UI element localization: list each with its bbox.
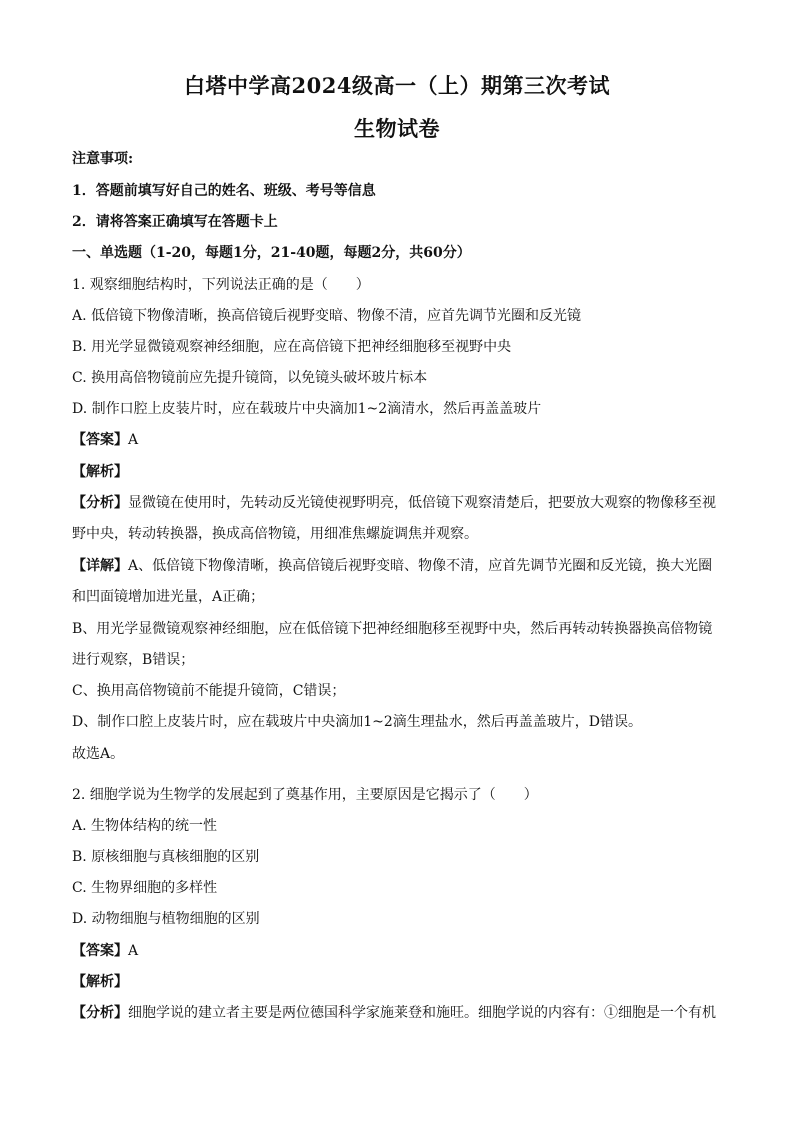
page-subtitle: 生物试卷	[354, 116, 440, 141]
note-item: 2．请将答案正确填写在答题卡上	[72, 214, 278, 230]
question-option: D. 制作口腔上皮装片时，应在载玻片中央滴加1~2滴清水，然后再盖盖玻片	[72, 401, 542, 417]
fenxi-text: 细胞学说的建立者主要是两位德国科学家施莱登和施旺。细胞学说的内容有：①细胞是一个有机	[128, 1005, 716, 1021]
question-option: D. 动物细胞与植物细胞的区别	[72, 911, 260, 927]
note-item: 1．答题前填写好自己的姓名、班级、考号等信息	[72, 183, 376, 199]
fenxi-line	[72, 494, 728, 512]
question-stem: 1. 观察细胞结构时，下列说法正确的是（ ）	[72, 277, 370, 293]
answer-value: A	[128, 432, 139, 448]
question-option: C. 生物界细胞的多样性	[72, 880, 218, 896]
fenxi-tag: 【分析】	[72, 495, 128, 511]
analysis-label: 【解析】	[72, 464, 128, 480]
question-stem: 2. 细胞学说为生物学的发展起到了奠基作用，主要原因是它揭示了（ ）	[72, 787, 538, 803]
analysis-label: 【解析】	[72, 974, 128, 990]
conclusion-text: 故选A。	[72, 746, 125, 762]
xiangjie-text: C、换用高倍物镜前不能提升镜筒，C错误；	[72, 683, 346, 699]
question-option: C. 换用高倍物镜前应先提升镜筒，以免镜头破坏玻片标本	[72, 370, 428, 386]
xiangjie-tag: 【详解】	[72, 558, 128, 574]
xiangjie-text: D、制作口腔上皮装片时，应在载玻片中央滴加1~2滴生理盐水，然后再盖盖玻片，D错误。	[72, 714, 642, 730]
answer-line	[72, 942, 728, 960]
fenxi-line	[72, 1004, 728, 1022]
xiangjie-line	[72, 557, 728, 575]
fenxi-text: 显微镜在使用时，先转动反光镜使视野明亮，低倍镜下观察清楚后，把要放大观察的物像移至视	[128, 495, 716, 511]
xiangjie-text: 和凹面镜增加进光量，A正确；	[72, 589, 265, 605]
analysis-tag	[72, 973, 728, 991]
answer-tag: 【答案】	[72, 432, 128, 448]
xiangjie-text: B、用光学显微镜观察神经细胞，应在低倍镜下把神经细胞移至视野中央，然后再转动转换器换高倍物镜	[72, 621, 713, 637]
question-option: B. 用光学显微镜观察神经细胞，应在高倍镜下把神经细胞移至视野中央	[72, 339, 512, 355]
section-heading: 一、单选题（1-20，每题1分，21-40题，每题2分，共60分）	[72, 245, 471, 261]
page-title: 白塔中学高2024级高一（上）期第三次考试	[184, 73, 610, 98]
fenxi-tag: 【分析】	[72, 1005, 128, 1021]
question-option: B. 原核细胞与真核细胞的区别	[72, 849, 260, 865]
xiangjie-text: A、低倍镜下物像清晰，换高倍镜后视野变暗、物像不清，应首先调节光圈和反光镜，换大光圈	[128, 558, 713, 574]
question-option: A. 生物体结构的统一性	[72, 818, 218, 834]
answer-line	[72, 431, 728, 449]
answer-tag: 【答案】	[72, 943, 128, 959]
question-option: A. 低倍镜下物像清晰，换高倍镜后视野变暗、物像不清，应首先调节光圈和反光镜	[72, 308, 582, 324]
fenxi-text: 野中央，转动转换器，换成高倍物镜，用细准焦螺旋调焦并观察。	[72, 526, 478, 542]
analysis-tag	[72, 463, 728, 481]
xiangjie-text: 进行观察，B错误；	[72, 652, 195, 668]
notes-heading: 注意事项:	[72, 151, 134, 167]
answer-value: A	[128, 943, 139, 959]
